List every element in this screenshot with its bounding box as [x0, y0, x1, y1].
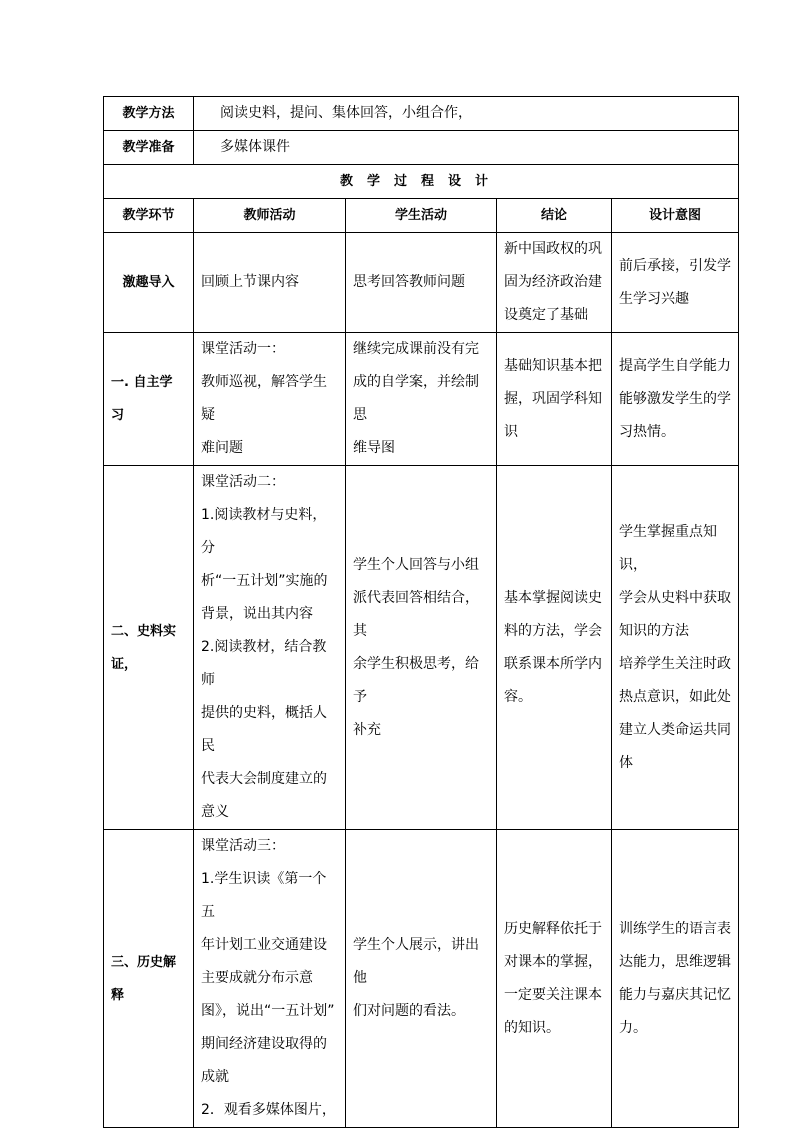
cell-line: 意义	[201, 804, 229, 820]
cell-line: 提高学生自学能力	[619, 357, 731, 374]
prep-label: 教学准备	[104, 131, 194, 165]
cell-student	[346, 466, 497, 830]
cell-line: 体	[619, 754, 633, 771]
cell-line: 训练学生的语言表	[619, 920, 731, 937]
cell-line: 培养学生关注时政	[619, 655, 731, 672]
cell-line: 新中国政权的巩	[504, 241, 602, 257]
cell-line: 课堂活动三：	[201, 838, 285, 854]
section-title-row	[104, 165, 739, 199]
cell-stage	[104, 830, 194, 1128]
prep-value: 多媒体课件	[194, 131, 739, 165]
cell-line: 释	[111, 987, 125, 1003]
cell-student	[346, 830, 497, 1128]
cell-line: 图》，说出“一五计划”	[201, 1003, 335, 1019]
header-row	[104, 199, 739, 233]
cell-line: 达能力，思维逻辑	[619, 953, 731, 970]
cell-line: 对课本的掌握，	[504, 953, 602, 970]
cell-line: 的知识。	[504, 1019, 560, 1036]
header-stage: 教学环节	[104, 199, 194, 233]
cell-line: 一. 自主学	[111, 375, 173, 390]
cell-line: 们对问题的看法。	[353, 1003, 465, 1019]
cell-line: 容。	[504, 688, 532, 705]
cell-line: 余学生积极思考，给予	[353, 655, 479, 705]
cell-line: 思考回答教师问题	[353, 274, 465, 290]
cell-line: 二、史料实	[111, 623, 177, 639]
cell-line: 历史解释依托于	[504, 920, 602, 937]
cell-line: 维导图	[353, 440, 395, 456]
cell-line: 年计划工业交通建设	[201, 937, 327, 953]
cell-line: 习	[111, 408, 125, 423]
lesson-plan-table	[103, 96, 739, 1128]
cell-line: 继续完成课前没有完	[353, 341, 479, 357]
cell-line: 固为经济政治建	[504, 274, 602, 290]
cell-line: 1.阅读教材与史料，分	[201, 507, 327, 556]
table-row	[104, 830, 739, 1128]
cell-line: 基本掌握阅读史	[504, 589, 602, 606]
cell-line: 热点意识，如此处	[619, 688, 731, 705]
cell-teacher	[194, 466, 346, 830]
cell-line: 课堂活动一：	[201, 341, 285, 357]
cell-line: 一定要关注课本	[504, 986, 602, 1003]
cell-line: 建立人类命运共同	[619, 721, 731, 738]
cell-line: 学生个人展示，讲出他	[353, 937, 479, 986]
cell-teacher	[194, 333, 346, 466]
cell-line: 学生掌握重点知识，	[619, 523, 717, 573]
cell-intent	[612, 233, 739, 333]
cell-line: 回顾上节课内容	[201, 274, 299, 290]
table-row	[104, 466, 739, 830]
cell-line: 证，	[111, 656, 138, 672]
cell-line: 难问题	[201, 440, 243, 456]
cell-teacher	[194, 233, 346, 333]
cell-student	[346, 333, 497, 466]
cell-stage	[104, 333, 194, 466]
method-row	[104, 97, 739, 131]
cell-line: 联系课本所学内	[504, 655, 602, 672]
cell-line: 料的方法，学会	[504, 622, 602, 639]
cell-conclusion	[497, 466, 612, 830]
cell-line: 代表大会制度建立的	[201, 771, 327, 787]
header-intent: 设计意图	[612, 199, 739, 233]
cell-line: 前后承接，引发学	[619, 257, 731, 274]
cell-student	[346, 233, 497, 333]
cell-line: 2.阅读教材，结合教师	[201, 639, 327, 688]
cell-intent	[612, 466, 739, 830]
cell-line: 成的自学案，并绘制思	[353, 374, 479, 423]
cell-line: 提供的史料，概括人民	[201, 705, 327, 754]
table-row	[104, 333, 739, 466]
header-conclusion: 结论	[497, 199, 612, 233]
cell-line: 设奠定了基础	[504, 307, 588, 323]
cell-line: 能力与嘉庆其记忆	[619, 986, 731, 1003]
cell-intent	[612, 333, 739, 466]
cell-stage	[104, 466, 194, 830]
cell-line: 2．观看多媒体图片，	[201, 1102, 336, 1118]
cell-line: 基础知识基本把	[504, 357, 602, 374]
section-title: 教学过程设计	[104, 165, 739, 199]
cell-stage	[104, 233, 194, 333]
cell-intent	[612, 830, 739, 1128]
cell-line: 激趣导入	[122, 275, 175, 290]
table-body	[104, 233, 739, 1128]
header-student: 学生活动	[346, 199, 497, 233]
cell-line: 力。	[619, 1019, 647, 1036]
cell-line: 教师巡视，解答学生疑	[201, 374, 327, 423]
cell-line: 期间经济建设取得的	[201, 1036, 327, 1052]
cell-line: 识	[504, 423, 518, 440]
cell-conclusion	[497, 333, 612, 466]
cell-line: 1.学生识读《第一个五	[201, 871, 327, 920]
cell-line: 握，巩固学科知	[504, 390, 602, 407]
cell-line: 学生个人回答与小组	[353, 556, 479, 573]
cell-line: 学会从史料中获取	[619, 589, 731, 606]
cell-conclusion	[497, 830, 612, 1128]
cell-line: 成就	[201, 1069, 229, 1085]
table-row	[104, 233, 739, 333]
cell-line: 生学习兴趣	[619, 290, 689, 307]
header-teacher: 教师活动	[194, 199, 346, 233]
cell-line: 补充	[353, 721, 381, 738]
cell-line: 三、历史解	[111, 954, 177, 970]
cell-line: 析“一五计划”实施的	[201, 573, 328, 589]
cell-line: 能够激发学生的学	[619, 390, 731, 407]
cell-conclusion	[497, 233, 612, 333]
prep-row	[104, 131, 739, 165]
cell-line: 知识的方法	[619, 622, 689, 639]
method-label: 教学方法	[104, 97, 194, 131]
method-value: 阅读史料，提问、集体回答，小组合作，	[194, 97, 739, 131]
cell-line: 背景，说出其内容	[201, 606, 313, 622]
cell-line: 课堂活动二：	[201, 474, 285, 490]
cell-teacher	[194, 830, 346, 1128]
cell-line: 主要成就分布示意	[201, 970, 313, 986]
cell-line: 派代表回答相结合，其	[353, 589, 479, 639]
cell-line: 习热情。	[619, 423, 675, 440]
